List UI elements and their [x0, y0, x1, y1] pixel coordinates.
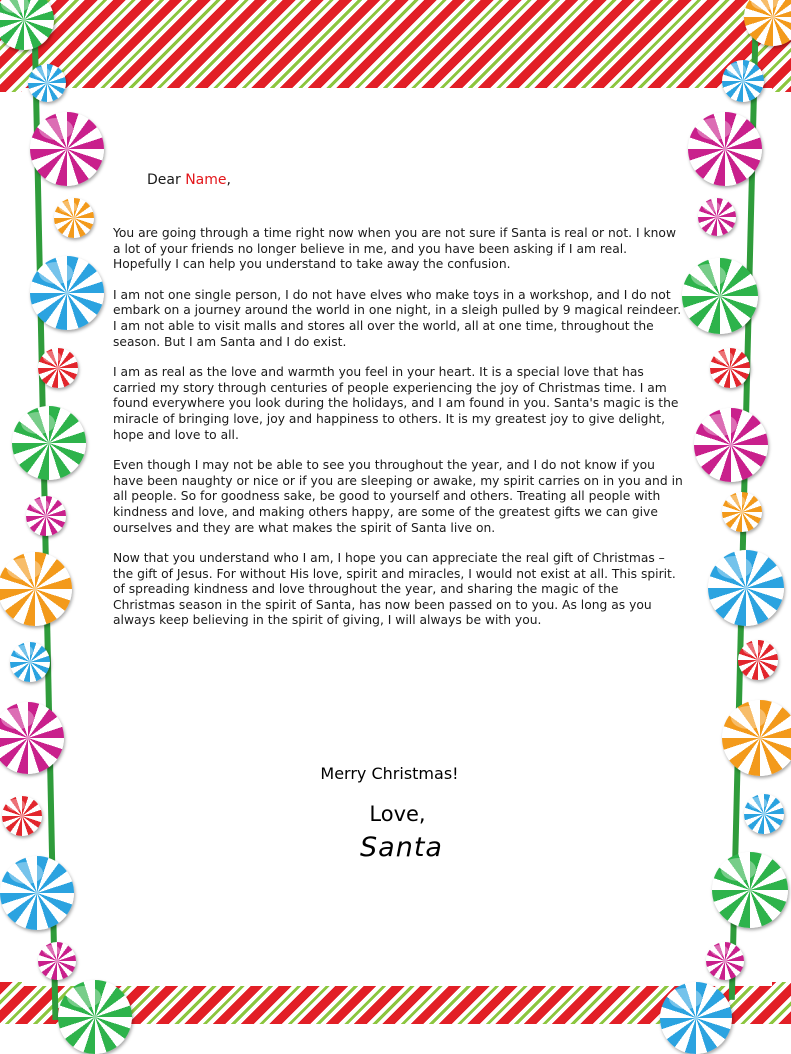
- letter-body: [113, 172, 683, 644]
- peppermint-candy-icon: [738, 640, 778, 680]
- paragraph-1: You are going through a time right now when you are not sure if Santa is real or not. I know a lot of your friends no longer believe in me, and you have been asking if I am real. Hopefully I can help you understand to take away the confusion.: [113, 226, 676, 272]
- closing-greeting: Merry Christmas!: [320, 764, 459, 783]
- peppermint-candy-icon: [0, 552, 72, 626]
- peppermint-candy-icon: [722, 492, 762, 532]
- peppermint-candy-icon: [54, 198, 94, 238]
- paragraph-3: I am as real as the love and warmth you feel in your heart. It is a special love that has carried my story through centuries of people experiencing the joy of Christmas time. I am found everywhere you look during the holidays, and I am found in you. Santa's magic is the miracle of bringing love, joy and happiness to others. It is my greatest joy to give delight, hope and love to all.: [113, 365, 679, 442]
- paragraph-2: I am not one single person, I do not have elves who make toys in a workshop, and I do not embark on a journey around the world in one night, in a sleigh pulled by 9 magical reindeer. I am not able to visit malls and stores all over the world, all at one time, throughout the season. But I am Santa and I do exist.: [113, 287, 682, 349]
- peppermint-candy-icon: [722, 60, 764, 102]
- recipient-name: Name: [185, 172, 227, 188]
- salutation: [147, 172, 683, 188]
- salutation-prefix: Dear: [147, 172, 186, 188]
- peppermint-candy-icon: [58, 980, 132, 1054]
- peppermint-candy-icon: [712, 852, 788, 928]
- peppermint-candy-icon: [26, 496, 66, 536]
- peppermint-candy-icon: [688, 112, 762, 186]
- paragraph-4: Even though I may not be able to see you throughout the year, and I do not know if you have been naughty or nice or if you are sleeping or awake, my spirit carries on in you and in all people. So for goodness sake, be good to yourself and others. Treating all people with kindness and love, and making others happy, are some of the greatest gifts we can give ourselves and they are what makes the spirit of Santa live on.: [113, 458, 683, 535]
- paragraph-5: Now that you understand who I am, I hope you can appreciate the real gift of Christmas – the gift of Jesus. For without His love, spirit and miracles, I would not exist at all. This spirit. of spreading kindness and love throughout the year, and sharing the magic of the Christmas season in the spirit of Santa, has now been passed on to you. As long as you always keep believing in the spirit of giving, I will always be with you.: [113, 551, 676, 628]
- peppermint-candy-icon: [30, 112, 104, 186]
- peppermint-candy-icon: [38, 348, 78, 388]
- peppermint-candy-icon: [706, 942, 744, 980]
- peppermint-candy-icon: [698, 198, 736, 236]
- peppermint-candy-icon: [28, 64, 66, 102]
- signature: Santa: [360, 832, 443, 863]
- peppermint-candy-icon: [682, 258, 758, 334]
- top-candy-stripe-border: [0, 0, 791, 92]
- peppermint-candy-icon: [710, 348, 750, 388]
- peppermint-candy-icon: [708, 550, 784, 626]
- peppermint-candy-icon: [0, 856, 74, 930]
- signoff: Love,: [369, 802, 426, 826]
- peppermint-candy-icon: [10, 642, 50, 682]
- peppermint-candy-icon: [660, 982, 732, 1054]
- peppermint-candy-icon: [38, 942, 76, 980]
- peppermint-candy-icon: [12, 406, 86, 480]
- peppermint-candy-icon: [694, 408, 768, 482]
- salutation-suffix: ,: [226, 172, 231, 188]
- peppermint-candy-icon: [30, 256, 104, 330]
